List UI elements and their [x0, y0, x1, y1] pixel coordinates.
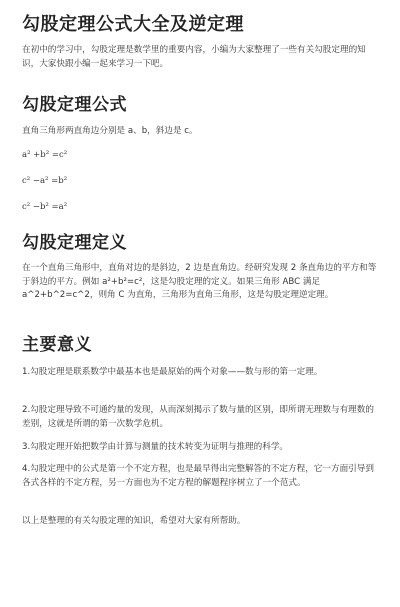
closing-paragraph: 以上是整理的有关勾股定理的知识，希望对大家有所帮助。 — [22, 516, 246, 526]
meaning-item-1: 1.勾股定理是联系数学中最基本也是最原始的两个对象——数与形的第一定理。 — [22, 367, 323, 377]
intro-paragraph: 在初中的学习中，勾股定理是数学里的重要内容，小编为大家整理了一些有关勾股定理的知识，大家快跟小编一起来学习一下吧。 — [22, 45, 366, 69]
formula-3: c² −b² =a² — [22, 202, 68, 212]
formula-2: c² −a² =b² — [22, 176, 68, 186]
section-heading-meaning: 主要意义 — [22, 335, 92, 355]
meaning-item-4: 4.勾股定理中的公式是第一个不定方程，也是最早得出完整解答的不定方程，它一方面引导到各式各样的不定方程，另一方面也为不定方程的解题程序树立了一个范式。 — [22, 464, 374, 488]
section-heading-definition: 勾股定理定义 — [22, 233, 127, 253]
definition-paragraph: 在一个直角三角形中，直角对边的是斜边，2 边是直角边。经研究发现 2 条直角边的平方和等于斜边的平方。例如 a²+b²=c²，这是勾股定理的定义。如果三角形 ABC 满足 a^2+b^2=c^2，则角 C 为直角，三角形为直角三角形，这是勾股定理逆定理。 — [22, 263, 377, 300]
meaning-item-3: 3.勾股定理开始把数学由计算与测量的技术转变为证明与推理的科学。 — [22, 442, 289, 452]
formula-description: 直角三角形两直角边分别是 a、b，斜边是 c。 — [22, 126, 198, 136]
section-heading-formula: 勾股定理公式 — [22, 95, 127, 115]
article-title: 勾股定理公式大全及逆定理 — [22, 14, 244, 35]
formula-1: a² +b² =c² — [22, 150, 68, 160]
meaning-item-2: 2.勾股定理导致不可通约量的发现，从而深刻揭示了数与量的区别，即所谓无理数与有理数的差别，这就是所谓的第一次数学危机。 — [22, 405, 374, 429]
